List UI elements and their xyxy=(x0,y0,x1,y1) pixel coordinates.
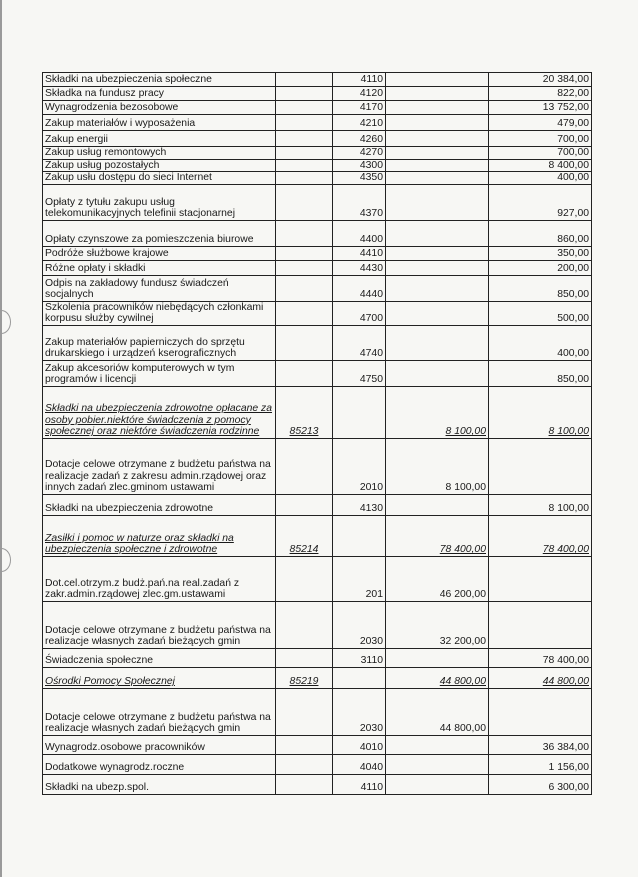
row-amount-income xyxy=(386,556,489,601)
row-amount-income xyxy=(386,159,489,172)
row-paragraph xyxy=(333,172,386,185)
row-paragraph-text: 4350 xyxy=(359,172,383,184)
row-amount-expense-text: 927,00 xyxy=(557,208,589,220)
row-paragraph-text: 2010 xyxy=(359,482,383,494)
row-division xyxy=(276,220,333,246)
row-amount-expense xyxy=(489,301,592,325)
table-row xyxy=(43,260,592,275)
table-row xyxy=(43,688,592,735)
row-amount-income xyxy=(386,275,489,301)
row-amount-expense-text: 400,00 xyxy=(557,172,589,184)
row-amount-income xyxy=(386,735,489,754)
row-paragraph-text: 4370 xyxy=(359,208,383,220)
row-paragraph-text: 4440 xyxy=(359,289,383,301)
row-description-text: Opłaty czynszowe za pomieszczenia biurowe xyxy=(45,234,254,246)
row-paragraph xyxy=(333,438,386,494)
row-description xyxy=(43,648,276,667)
table-row xyxy=(43,601,592,648)
row-division xyxy=(276,172,333,185)
row-division xyxy=(276,159,333,172)
row-paragraph xyxy=(333,667,386,688)
row-amount-expense-text: 700,00 xyxy=(557,147,589,158)
row-paragraph-text: 4750 xyxy=(359,374,383,386)
row-amount-expense-text: 13 752,00 xyxy=(542,102,589,114)
row-paragraph xyxy=(333,688,386,735)
table-row xyxy=(43,101,592,115)
row-amount-expense xyxy=(489,260,592,275)
row-amount-expense-text: 860,00 xyxy=(557,234,589,246)
row-division xyxy=(276,667,333,688)
row-division xyxy=(276,87,333,101)
row-paragraph xyxy=(333,73,386,87)
row-amount-income-text: 78 400,00 xyxy=(439,544,486,556)
row-paragraph-text: 4260 xyxy=(359,134,383,146)
budget-table xyxy=(42,72,592,795)
row-description-text: Podróże służbowe krajowe xyxy=(45,248,169,260)
row-division-text: 85219 xyxy=(289,676,319,688)
row-paragraph-text: 4110 xyxy=(360,74,383,86)
row-description xyxy=(43,115,276,131)
row-amount-income xyxy=(386,386,489,438)
row-paragraph xyxy=(333,260,386,275)
table-row xyxy=(43,87,592,101)
row-amount-expense xyxy=(489,184,592,220)
row-description xyxy=(43,159,276,172)
row-description xyxy=(43,438,276,494)
row-description xyxy=(43,386,276,438)
row-amount-expense xyxy=(489,386,592,438)
row-description-text: Zakup materiałów i wyposażenia xyxy=(45,118,196,130)
row-amount-expense xyxy=(489,774,592,794)
row-amount-expense xyxy=(489,601,592,648)
row-description xyxy=(43,87,276,101)
table-row xyxy=(43,494,592,515)
row-paragraph-text: 4130 xyxy=(359,503,383,515)
row-amount-expense-text: 350,00 xyxy=(557,248,589,260)
row-amount-income xyxy=(386,73,489,87)
row-division xyxy=(276,275,333,301)
row-description-text: Zakup akcesoriów komputerowych w tym programów i licencji xyxy=(45,362,235,386)
row-paragraph-text: 4170 xyxy=(359,102,383,114)
row-description-text: Zakup usłu dostępu do sieci Internet xyxy=(45,172,212,184)
table-row xyxy=(43,131,592,147)
row-amount-expense-text: 850,00 xyxy=(557,289,589,301)
row-paragraph-text: 4010 xyxy=(359,742,383,754)
row-amount-expense xyxy=(489,438,592,494)
row-amount-expense-text: 1 156,00 xyxy=(548,762,589,774)
row-description xyxy=(43,515,276,556)
row-amount-income xyxy=(386,101,489,115)
table-row xyxy=(43,73,592,87)
row-amount-income xyxy=(386,648,489,667)
row-paragraph xyxy=(333,301,386,325)
row-amount-income xyxy=(386,131,489,147)
row-paragraph xyxy=(333,101,386,115)
row-paragraph-text: 4400 xyxy=(359,234,383,246)
row-amount-income-text: 44 800,00 xyxy=(439,723,486,735)
row-paragraph-text: 4120 xyxy=(359,88,383,100)
row-amount-expense-text: 200,00 xyxy=(557,263,589,275)
row-amount-expense xyxy=(489,360,592,386)
row-amount-expense-text: 20 384,00 xyxy=(542,74,589,86)
row-amount-expense xyxy=(489,754,592,774)
table-row xyxy=(43,735,592,754)
row-amount-expense-text: 8 100,00 xyxy=(548,426,589,438)
row-description xyxy=(43,101,276,115)
row-amount-expense-text: 6 300,00 xyxy=(548,782,589,794)
row-paragraph-text: 4410 xyxy=(359,248,383,260)
row-description xyxy=(43,275,276,301)
row-description xyxy=(43,774,276,794)
row-amount-expense-text: 44 800,00 xyxy=(542,676,589,688)
row-amount-income xyxy=(386,172,489,185)
row-division xyxy=(276,774,333,794)
section-row xyxy=(43,386,592,438)
table-row xyxy=(43,360,592,386)
row-description-text: Składki na ubezpieczenia zdrowotne opłacane za osoby pobier.niektóre świadczenia z pomocy społecznej oraz niektóre świadczenia rodzinne xyxy=(45,403,273,438)
row-amount-expense xyxy=(489,667,592,688)
row-amount-expense-text: 479,00 xyxy=(557,118,589,130)
table-row xyxy=(43,301,592,325)
row-description xyxy=(43,147,276,160)
row-amount-expense-text: 8 400,00 xyxy=(548,159,589,171)
row-paragraph-text: 4040 xyxy=(359,762,383,774)
row-amount-income xyxy=(386,115,489,131)
row-paragraph xyxy=(333,601,386,648)
row-paragraph xyxy=(333,494,386,515)
row-amount-expense xyxy=(489,494,592,515)
row-description-text: Wynagrodzenia bezosobowe xyxy=(45,102,179,114)
row-amount-expense xyxy=(489,172,592,185)
row-description xyxy=(43,688,276,735)
row-description-text: Zakup materiałów papierniczych do sprzętu drukarskiego i urządzeń kserograficznych xyxy=(45,336,245,360)
row-division xyxy=(276,147,333,160)
row-description-text: Zakup energii xyxy=(45,134,108,146)
row-division xyxy=(276,260,333,275)
row-description xyxy=(43,494,276,515)
row-amount-expense xyxy=(489,73,592,87)
row-paragraph xyxy=(333,515,386,556)
row-division xyxy=(276,556,333,601)
row-paragraph xyxy=(333,325,386,360)
row-amount-income xyxy=(386,325,489,360)
row-description-text: Różne opłaty i składki xyxy=(45,263,146,275)
row-paragraph xyxy=(333,159,386,172)
row-description xyxy=(43,184,276,220)
row-description xyxy=(43,260,276,275)
row-paragraph xyxy=(333,735,386,754)
row-amount-expense-text: 850,00 xyxy=(557,374,589,386)
row-description-text: Ośrodki Pomocy Społecznej xyxy=(45,676,175,688)
row-amount-expense xyxy=(489,688,592,735)
row-amount-expense xyxy=(489,325,592,360)
row-description xyxy=(43,735,276,754)
row-description-text: Szkolenia pracowników niebędących członkami korpusu służby cywilnej xyxy=(45,301,264,325)
table-row xyxy=(43,648,592,667)
row-division xyxy=(276,735,333,754)
table-row xyxy=(43,556,592,601)
row-paragraph-text: 4110 xyxy=(360,782,383,794)
row-description xyxy=(43,754,276,774)
row-paragraph xyxy=(333,184,386,220)
row-division xyxy=(276,648,333,667)
row-division xyxy=(276,438,333,494)
row-description-text: Zakup usług remontowych xyxy=(45,147,167,158)
row-amount-income xyxy=(386,774,489,794)
row-amount-expense xyxy=(489,275,592,301)
row-paragraph-text: 4430 xyxy=(359,263,383,275)
row-description xyxy=(43,556,276,601)
row-amount-expense xyxy=(489,246,592,260)
row-amount-expense-text: 78 400,00 xyxy=(542,544,589,556)
row-paragraph-text: 2030 xyxy=(359,723,383,735)
row-amount-expense-text: 8 100,00 xyxy=(548,503,589,515)
row-amount-expense-text: 400,00 xyxy=(557,348,589,360)
row-amount-income xyxy=(386,220,489,246)
row-amount-income-text: 8 100,00 xyxy=(445,482,486,494)
row-amount-expense xyxy=(489,159,592,172)
row-division-text: 85213 xyxy=(289,426,319,438)
row-division xyxy=(276,73,333,87)
row-description xyxy=(43,172,276,185)
row-description xyxy=(43,325,276,360)
row-amount-income-text: 32 200,00 xyxy=(439,636,486,648)
table-row xyxy=(43,246,592,260)
row-description-text: Składki na ubezpieczenia społeczne xyxy=(45,74,212,86)
row-description-text: Dotacje celowe otrzymane z budżetu państwa na realizacje własnych zadań bieżących gmin xyxy=(45,711,271,735)
row-amount-expense xyxy=(489,515,592,556)
row-amount-expense-text: 822,00 xyxy=(557,88,589,100)
row-division-text: 85214 xyxy=(289,544,319,556)
row-description-text: Zakup usług pozostałych xyxy=(45,159,160,171)
budget-table-body xyxy=(43,73,592,795)
row-description-text: Składka na fundusz pracy xyxy=(45,88,164,100)
row-paragraph xyxy=(333,386,386,438)
row-division xyxy=(276,301,333,325)
row-amount-income-text: 8 100,00 xyxy=(445,426,486,438)
row-paragraph xyxy=(333,246,386,260)
row-amount-income-text: 44 800,00 xyxy=(439,676,486,688)
row-amount-expense-text: 500,00 xyxy=(557,313,589,325)
row-amount-income xyxy=(386,184,489,220)
row-amount-expense-text: 78 400,00 xyxy=(542,655,589,667)
row-paragraph-text: 4210 xyxy=(359,118,383,130)
row-description-text: Dot.cel.otrzym.z budż.pań.na real.zadań z zakr.admin.rządowej zlec.gm.ustawami xyxy=(45,577,240,601)
row-division xyxy=(276,494,333,515)
row-description-text: Składki na ubezp.spol. xyxy=(45,782,149,794)
row-amount-expense xyxy=(489,101,592,115)
row-division xyxy=(276,184,333,220)
row-description xyxy=(43,73,276,87)
row-amount-income xyxy=(386,688,489,735)
row-description-text: Dodatkowe wynagrodz.roczne xyxy=(45,762,185,774)
row-description-text: Wynagrodz.osobowe pracowników xyxy=(45,742,205,754)
row-amount-income xyxy=(386,438,489,494)
row-amount-income xyxy=(386,601,489,648)
row-description xyxy=(43,246,276,260)
table-row xyxy=(43,159,592,172)
row-amount-expense xyxy=(489,87,592,101)
row-description xyxy=(43,301,276,325)
row-paragraph xyxy=(333,556,386,601)
row-amount-expense xyxy=(489,648,592,667)
row-amount-expense xyxy=(489,131,592,147)
row-division xyxy=(276,688,333,735)
row-amount-income xyxy=(386,360,489,386)
table-row xyxy=(43,275,592,301)
row-paragraph-text: 4300 xyxy=(359,159,383,171)
row-amount-income-text: 46 200,00 xyxy=(439,589,486,601)
row-paragraph xyxy=(333,774,386,794)
row-description-text: Dotacje celowe otrzymane z budżetu państwa na realizacje zadań z zakresu admin.rządowej oraz innych zadań zlec.gminom ustawami xyxy=(45,459,271,494)
row-amount-income xyxy=(386,87,489,101)
row-description-text: Odpis na zakładowy fundusz świadczeń socjalnych xyxy=(45,277,229,301)
row-amount-expense-text: 700,00 xyxy=(557,134,589,146)
row-division xyxy=(276,101,333,115)
row-amount-income xyxy=(386,301,489,325)
table-row xyxy=(43,172,592,185)
section-row xyxy=(43,515,592,556)
row-division xyxy=(276,131,333,147)
scan-edge xyxy=(0,0,2,877)
row-paragraph-text: 4270 xyxy=(359,147,383,158)
table-row xyxy=(43,147,592,160)
row-paragraph xyxy=(333,147,386,160)
row-paragraph xyxy=(333,220,386,246)
row-division xyxy=(276,601,333,648)
row-division xyxy=(276,386,333,438)
row-paragraph xyxy=(333,648,386,667)
row-division xyxy=(276,754,333,774)
table-row xyxy=(43,754,592,774)
row-division xyxy=(276,246,333,260)
row-description-text: Składki na ubezpieczenia zdrowotne xyxy=(45,503,214,515)
row-description-text: Zasiłki i pomoc w naturze oraz składki na ubezpieczenia społeczne i zdrowotne xyxy=(45,532,234,556)
row-description xyxy=(43,360,276,386)
row-paragraph xyxy=(333,275,386,301)
table-row xyxy=(43,115,592,131)
row-paragraph-text: 3110 xyxy=(360,655,383,667)
row-amount-income xyxy=(386,147,489,160)
row-amount-income xyxy=(386,494,489,515)
row-paragraph xyxy=(333,87,386,101)
row-division xyxy=(276,325,333,360)
table-row xyxy=(43,438,592,494)
row-paragraph xyxy=(333,360,386,386)
row-description-text: Opłaty z tytułu zakupu usług telekomunikacyjnych telefinii stacjonarnej xyxy=(45,196,236,220)
row-amount-expense xyxy=(489,220,592,246)
table-row xyxy=(43,184,592,220)
table-row xyxy=(43,325,592,360)
row-amount-income xyxy=(386,260,489,275)
row-division xyxy=(276,515,333,556)
row-amount-income xyxy=(386,754,489,774)
punch-hole-mark xyxy=(0,310,11,334)
row-amount-income xyxy=(386,246,489,260)
row-description-text: Świadczenia społeczne xyxy=(45,655,154,667)
punch-hole-mark xyxy=(0,548,11,572)
row-description xyxy=(43,131,276,147)
row-amount-expense-text: 36 384,00 xyxy=(542,742,589,754)
table-row xyxy=(43,774,592,794)
row-paragraph xyxy=(333,131,386,147)
row-amount-income xyxy=(386,667,489,688)
row-paragraph-text: 4700 xyxy=(359,313,383,325)
row-division xyxy=(276,360,333,386)
row-paragraph-text: 2030 xyxy=(359,636,383,648)
row-paragraph xyxy=(333,115,386,131)
row-paragraph-text: 201 xyxy=(365,589,383,601)
row-amount-expense xyxy=(489,115,592,131)
row-amount-expense xyxy=(489,147,592,160)
row-division xyxy=(276,115,333,131)
row-paragraph-text: 4740 xyxy=(359,348,383,360)
row-amount-expense xyxy=(489,735,592,754)
row-amount-income xyxy=(386,515,489,556)
table-row xyxy=(43,220,592,246)
row-amount-expense xyxy=(489,556,592,601)
row-description xyxy=(43,667,276,688)
row-description-text: Dotacje celowe otrzymane z budżetu państwa na realizacje własnych zadań bieżących gmin xyxy=(45,624,271,648)
row-description xyxy=(43,601,276,648)
row-paragraph xyxy=(333,754,386,774)
row-description xyxy=(43,220,276,246)
section-row xyxy=(43,667,592,688)
